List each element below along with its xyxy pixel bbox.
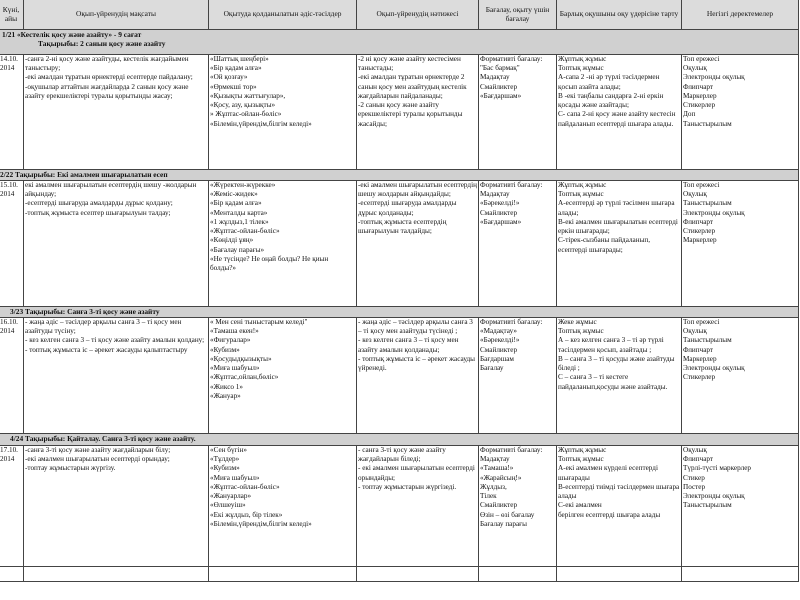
cell-line: «Сен бүгін» xyxy=(210,446,247,454)
cell-line: - кез келген санға 3 – ті қосу және азайту амалын қолдану; xyxy=(25,336,205,345)
col-assess-header: Бағалау, оқыту үшін бағалау xyxy=(479,0,557,30)
cell-line: А – кез келген санға 3 – ті әр түрлі тәсілдермен қосып, азайтады ; xyxy=(558,336,664,354)
cell-line: «Білемін,үйрендім,білгім келеді» xyxy=(210,519,312,528)
goal-cell xyxy=(24,446,209,567)
cell-line: «Кубизм» xyxy=(210,345,240,354)
result-cell xyxy=(357,446,479,567)
engage-cell xyxy=(557,55,682,170)
cell-line: В-екі амалмен шығарылатын есептерді еркін шығарады; xyxy=(558,217,678,236)
cell-line: «Бағдаршам» xyxy=(480,217,522,226)
cell-line: - топтау жұмыстарын жүргізеді. xyxy=(358,482,457,491)
cell-line: Электронды оқулық xyxy=(683,73,745,82)
section-title-line: 3/23 Тақырыбы: Санға 3-ті қосу және азайту xyxy=(10,307,160,316)
col-result-header: Оқып-үйренудің нәтижесі xyxy=(357,0,479,30)
assess-cell xyxy=(479,318,557,434)
cell-line: Стикер xyxy=(683,473,705,482)
section-title-row xyxy=(0,30,799,55)
cell-line: Жұлдыз, xyxy=(480,482,507,491)
col-engage-header: Барлық оқушыны оқу үдерісіне тарту xyxy=(557,0,682,30)
cell-line: » Жұптас-ойлан-бөліс» xyxy=(210,110,282,119)
cell-line: « Мен сені тыныстарым келеді" xyxy=(210,318,308,326)
cell-line: -2 ні қосу және азайту кестесімен таныстады; xyxy=(358,55,461,73)
cell-line: «Мадақтау» xyxy=(480,327,517,336)
empty-cell xyxy=(24,567,209,582)
cell-line: «Шаттық шеңбері» xyxy=(210,55,269,63)
empty-cell xyxy=(0,567,24,582)
cell-line: А-есептерді әр түрлі тәсілмен шығара алады; xyxy=(558,199,675,217)
cell-line: Өзін – өзі бағалау xyxy=(480,510,535,519)
goal-cell xyxy=(24,318,209,434)
cell-line: -оқушылар аттайтын жағдайларда 2 санын қосу және азайту ерекшеліктері туралы қорытынды жасау; xyxy=(25,82,189,100)
cell-line: Формативті бағалау: xyxy=(480,318,543,326)
cell-line: «Қосу, азу, қызықты» xyxy=(210,101,276,110)
cell-line: «Жұптас-ойлан-бөліс» xyxy=(210,482,280,491)
section-title-row xyxy=(0,307,799,318)
cell-line: Топтық жұмыс xyxy=(558,190,604,199)
section-title-line: 1/21 «Кестелік қосу және азайту» - 9 сағат xyxy=(2,30,142,39)
cell-line: Постер xyxy=(683,482,706,491)
section-title-row xyxy=(0,170,799,181)
cell-line: -топтық жұмыста есептер шығарылуын талдау; xyxy=(25,208,171,217)
cell-line: Формативті бағалау: xyxy=(480,55,543,63)
cell-line: -санға 3-ті қосу және азайту жағдайларын білу; xyxy=(25,446,171,454)
cell-line: - топтық жұмыста іс – әрекет жасауды қалыптастыру xyxy=(25,345,188,354)
cell-line: Мадақтау xyxy=(480,190,510,199)
cell-line: Жеке жұмыс xyxy=(558,318,597,326)
cell-line: В -екі таңбалы сандарға 2-ні еркін қосады және азайтады; xyxy=(558,91,664,110)
cell-line: -топтық жұмыста есептердің шығарылуын талдайды; xyxy=(358,217,447,236)
cell-line: С-тірек-сызбаны пайдаланып, есептерді шығарады; xyxy=(558,236,651,254)
col-goal-header: Оқып-үйренудің мақсаты xyxy=(24,0,209,30)
cell-line: Топтық жұмыс xyxy=(558,64,604,73)
cell-line: «Тамаша!» xyxy=(480,464,514,473)
empty-cell xyxy=(479,567,557,582)
cell-line: Жұптық жұмыс xyxy=(558,446,607,454)
header-row xyxy=(0,0,799,30)
col-methods-header: Оқытуда қолданылатын әдіс-тәсілдер xyxy=(209,0,357,30)
section-title-line: 4/24 Тақырыбы: Қайталау. Санға 3-ті қосу және азайту. xyxy=(10,434,196,443)
table-row xyxy=(0,318,799,434)
cell-line: - санға 3-ті қосу және азайту жағдайларын біледі; xyxy=(358,446,446,464)
engage-cell xyxy=(557,446,682,567)
cell-line: Флипчарт xyxy=(683,217,714,226)
cell-line: - кез келген санға 3 – ті қосу мен азайту амалын қолданады; xyxy=(358,336,459,354)
cell-line: Флипчарт xyxy=(683,82,714,91)
section-title-row xyxy=(0,434,799,446)
resources-cell xyxy=(682,446,799,567)
cell-line: А-сапа 2 -ні әр түрлі тәсілдермен қосып азайта алады; xyxy=(558,73,660,91)
cell-line: «Бір қадам алға» xyxy=(210,199,262,208)
cell-line: Доп xyxy=(683,110,696,119)
cell-line: Тілек xyxy=(480,492,497,501)
cell-line: «Бір қадам алға» xyxy=(210,64,262,73)
methods-cell xyxy=(209,318,357,434)
cell-line: Маркерлер xyxy=(683,91,717,100)
date-cell: 15.10. 2014 xyxy=(0,181,24,307)
cell-line: Смайликтер xyxy=(480,501,518,510)
cell-line: -есептерді шығаруда амалдарды дұрыс қолданады; xyxy=(358,199,457,217)
cell-line: «Қосудыдқызықты» xyxy=(210,354,272,363)
cell-line: -екі амалмен шығарылатын есептердің шешу жолдарын айқындайды; xyxy=(358,181,477,199)
cell-line: - топтық жұмыста іс – әрекет жасауды үйренеді. xyxy=(358,354,475,373)
table-row xyxy=(0,181,799,307)
resources-cell xyxy=(682,55,799,170)
cell-line: -есептерді шығаруда амалдарды дұрыс қолдану; xyxy=(25,199,173,208)
cell-line: С-екі амалмен xyxy=(558,501,602,510)
cell-line: Электронды оқулық xyxy=(683,208,745,217)
cell-line: «Миға шабуыл» xyxy=(210,364,260,373)
cell-line: Стикерлер xyxy=(683,373,716,382)
empty-cell xyxy=(357,567,479,582)
cell-line: -2 санын қосу және азайту ерекшеліктері туралы қорытынды жасайды; xyxy=(358,101,463,128)
cell-line: «Жарайсың!» xyxy=(480,473,522,482)
cell-line: Топтық жұмыс xyxy=(558,327,604,336)
cell-line: Маркерлер xyxy=(683,354,717,363)
cell-line: «Бағдаршам» xyxy=(480,91,522,100)
cell-line: «Бәрекелді!» xyxy=(480,336,520,345)
cell-line: - екі амалмен шығарылатын есептерді орындайды; xyxy=(358,464,475,482)
cell-line: Стикерлер xyxy=(683,101,716,110)
date-cell: 14.10. 2014 xyxy=(0,55,24,170)
cell-line: «Жүректен-жүрекке» xyxy=(210,181,276,189)
cell-line: -екі амалдан тұратын өрнектерді есептерде пайдалану; xyxy=(25,73,193,82)
cell-line: А-екі амалмен күрделі есептерді шығарады xyxy=(558,464,658,482)
cell-line: «Фигуралар» xyxy=(210,336,251,345)
cell-line: екі амалмен шығарылатын есептердің шешу -жолдарын айқындау; xyxy=(25,181,197,199)
cell-line: -екі амалмен шығарылатын есептерді орындау; xyxy=(25,455,170,464)
cell-line: Топтық жұмыс xyxy=(558,455,604,464)
goal-cell xyxy=(24,181,209,307)
cell-line: В-есептерді тиімді тәсілдермен шығара алады xyxy=(558,482,680,501)
cell-line: «Екі жұлдыз, бір тілек» xyxy=(210,510,283,519)
cell-line: Бағдаршам xyxy=(480,354,514,363)
cell-line: Стикерлер xyxy=(683,227,716,236)
cell-line: «Кубизм» xyxy=(210,464,240,473)
cell-line: Смайликтер xyxy=(480,82,518,91)
cell-line: Жұптық жұмыс xyxy=(558,55,607,63)
col-date-header: Күні, айы xyxy=(0,0,24,30)
empty-cell xyxy=(209,567,357,582)
cell-line: «Жануарлар» xyxy=(210,492,252,501)
cell-line: «Бағалау парағы» xyxy=(210,245,265,254)
cell-line: «Тұлдер» xyxy=(210,455,240,464)
cell-line: «Тамаша екен!» xyxy=(210,327,259,336)
cell-line: В – санға 3 – ті қосуды және азайтуды біледі ; xyxy=(558,354,675,373)
result-cell xyxy=(357,181,479,307)
section-title-line: Тақырыбы: 2 санын қосу және азайту xyxy=(38,39,166,49)
resources-cell xyxy=(682,181,799,307)
section-title-line: 2/22 Тақырыбы: Екі амалмен шығарылатын есеп xyxy=(0,170,168,179)
cell-line: «Бәрекелді!» xyxy=(480,199,520,208)
cell-line: Топ ережесі xyxy=(683,181,720,189)
section-title xyxy=(0,434,799,446)
result-cell xyxy=(357,55,479,170)
cell-line: -топтау жұмыстарын жүргізу. xyxy=(25,464,116,473)
table-row xyxy=(0,55,799,170)
empty-cell xyxy=(557,567,682,582)
cell-line: Мадақтау xyxy=(480,73,510,82)
cell-line: Оқулық xyxy=(683,64,707,73)
cell-line: Таныстырылым xyxy=(683,336,732,345)
engage-cell xyxy=(557,181,682,307)
cell-line: С – санға 3 – ті кестеге пайдаланып,қосуды және азайтады. xyxy=(558,373,668,391)
cell-line: Оқулық xyxy=(683,446,707,454)
assess-cell xyxy=(479,55,557,170)
cell-line: Смайликтер xyxy=(480,208,518,217)
cell-line: Формативті бағалау: xyxy=(480,181,543,189)
cell-line: Топ ережесі xyxy=(683,55,720,63)
methods-cell xyxy=(209,181,357,307)
date-cell: 17.10. 2014 xyxy=(0,446,24,567)
cell-line: Оқулық xyxy=(683,327,707,336)
cell-line: Смайликтер xyxy=(480,345,518,354)
cell-line: «Миға шабуыл» xyxy=(210,473,260,482)
cell-line: Таныстырылым xyxy=(683,199,732,208)
cell-line: «Жұптас-ойлан-бөліс» xyxy=(210,227,280,236)
cell-line: «Менталды карта» xyxy=(210,208,268,217)
cell-line: Жұптық жұмыс xyxy=(558,181,607,189)
cell-line: -екі амалдан тұратын өрнектерде 2 санын қосу мен азайтудың кестелік жағдайларын пайдаланады; xyxy=(358,73,467,100)
cell-line: Маркерлер xyxy=(683,236,717,245)
cell-line: Электронды оқулық xyxy=(683,364,745,373)
cell-line: "Бас бармақ" xyxy=(480,64,520,73)
cell-line: -санға 2-ні қосу және азайтуды, кестелік жағдайымен таныстыру; xyxy=(25,55,189,73)
cell-line: «Білемін,үйрендім,білгім келеді» xyxy=(210,119,312,128)
cell-line: «Жануар» xyxy=(210,391,241,400)
cell-line: Флипчарт xyxy=(683,345,714,354)
cell-line: «Ой қозғау» xyxy=(210,73,248,82)
cell-line: Мадақтау xyxy=(480,455,510,464)
cell-line: Таныстырылым xyxy=(683,119,732,128)
cell-line: Бағалау xyxy=(480,364,504,373)
cell-line: Формативті бағалау: xyxy=(480,446,543,454)
date-cell: 16.10. 2014 xyxy=(0,318,24,434)
section-title xyxy=(0,30,799,55)
result-cell xyxy=(357,318,479,434)
cell-line: берілген есептерді шығара алады xyxy=(558,510,661,519)
cell-line: Топ ережесі xyxy=(683,318,720,326)
cell-line: Флипчарт xyxy=(683,455,714,464)
cell-line: Таныстырылым xyxy=(683,501,732,510)
empty-row xyxy=(0,567,799,582)
assess-cell xyxy=(479,446,557,567)
empty-cell xyxy=(682,567,799,582)
col-resources-header: Негізгі деректемелер xyxy=(682,0,799,30)
cell-line: - жаңа әдіс – тәсілдер арқылы санға 3 – ті қосу мен азайтуды түсінеді ; xyxy=(358,318,473,336)
cell-line: Түрлі-түсті маркерлер xyxy=(683,464,751,473)
cell-line: «Жеміс-жидек» xyxy=(210,190,258,199)
methods-cell xyxy=(209,446,357,567)
cell-line: «Қызықты жаттығулар», xyxy=(210,91,286,100)
cell-line: «Жұптас,ойлан,бөліс» xyxy=(210,373,279,382)
cell-line: «Өрмекші тор» xyxy=(210,82,257,91)
assess-cell xyxy=(479,181,557,307)
table-row xyxy=(0,446,799,567)
cell-line: Бағалау парағы xyxy=(480,519,527,528)
goal-cell xyxy=(24,55,209,170)
cell-line: «Көңілді ұяң» xyxy=(210,236,254,245)
cell-line: «Жиксо 1» xyxy=(210,382,243,391)
resources-cell xyxy=(682,318,799,434)
cell-line: С- сапа 2-ні қосу және азайту кестесін пайдаланып есептерді шығара алады. xyxy=(558,110,676,128)
section-title xyxy=(0,170,799,181)
cell-line: «Не түсінде? Не оңай болды? Не қиын болды?» xyxy=(210,254,329,272)
methods-cell xyxy=(209,55,357,170)
section-title xyxy=(0,307,799,318)
cell-line: - жаңа әдіс – тәсілдер арқылы санға 3 – ті қосу мен азайтуды түсіну; xyxy=(25,318,182,336)
cell-line: «1 жұлдыз,1 тілек» xyxy=(210,217,269,226)
cell-line: «Өлшеуіш» xyxy=(210,501,246,510)
cell-line: Электронды оқулық xyxy=(683,492,745,501)
engage-cell xyxy=(557,318,682,434)
cell-line: Оқулық xyxy=(683,190,707,199)
